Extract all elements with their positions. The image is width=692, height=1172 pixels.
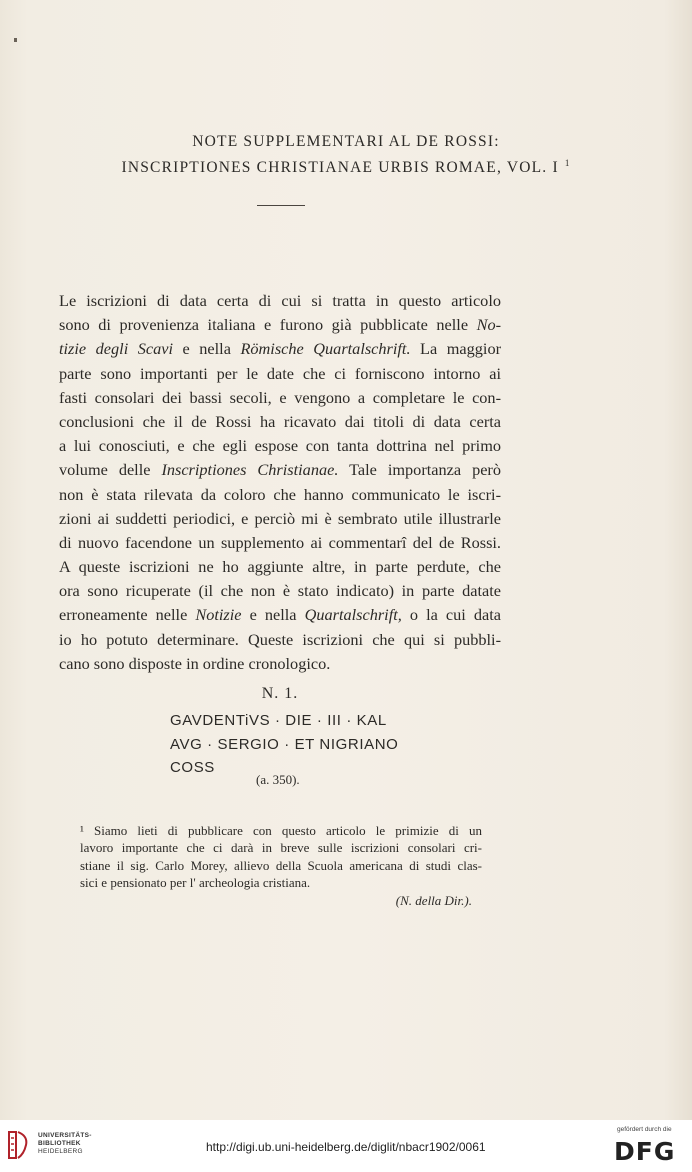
article-body xyxy=(59,289,501,676)
inscription-line-1: GAVDENTiVS · DIE · III · KAL xyxy=(170,712,387,729)
italic-title: Notizie xyxy=(195,605,242,625)
body-line: A queste iscrizioni ne ho aggiunte altre, in parte perdute, che xyxy=(59,557,501,577)
university-seal-icon xyxy=(6,1128,32,1162)
body-line: cano sono disposte in ordine cronologico. xyxy=(59,653,331,673)
viewer-footer xyxy=(0,1120,692,1172)
body-line: volume delle Inscriptiones Christianae. Tale importanza però xyxy=(59,460,501,480)
italic-title: Quartalschrift, xyxy=(304,605,402,625)
footnote-signature: (N. della Dir.). xyxy=(395,892,472,908)
library-name[interactable] xyxy=(38,1132,92,1156)
article-title-line2-text: INSCRIPTIONES CHRISTIANAE URBIS ROMAE, VOL. I xyxy=(121,159,559,177)
library-name-line2: BIBLIOTHEK xyxy=(38,1140,81,1147)
body-line: di nuovo facendone un supplemento ai commentarî del de Rossi. xyxy=(59,532,501,552)
section-number: N. 1. xyxy=(261,685,299,702)
body-line: conclusioni che il de Rossi ha ricavato dai titoli di data certa xyxy=(59,411,501,431)
body-line: ora sono ricuperate (il che non è stato indicato) in parte datate xyxy=(59,581,501,601)
footnote-marker[interactable]: 1 xyxy=(564,158,571,168)
body-line: a lui conosciuti, e che egli espose con tanta dottrina nel primo xyxy=(59,436,501,456)
footnote-line: stiane il sig. Carlo Morey, allievo della Scuola americana di studi clas- xyxy=(80,857,482,873)
library-name-line1: UNIVERSITÄTS- xyxy=(38,1132,92,1139)
body-line: zioni ai suddetti periodici, e perciò mi è sembrato utile illustrarle xyxy=(59,508,501,528)
body-line: parte sono importanti per le date che ci forniscono intorno ai xyxy=(59,363,501,383)
body-line: non è stata rilevata da coloro che hanno communicato le iscri- xyxy=(59,484,501,504)
article-title-line2 xyxy=(0,158,692,177)
body-line: sono di provenienza italiana e furono già pubblicate nelle No- xyxy=(59,315,501,335)
italic-title: Inscriptiones Christianae. xyxy=(161,460,339,480)
body-line: fasti consolari dei bassi secoli, e vengono a completare le con- xyxy=(59,387,501,407)
inscription-line-2: AVG · SERGIO · ET NIGRIANO xyxy=(170,736,399,753)
article-title-line1: NOTE SUPPLEMENTARI AL DE ROSSI: xyxy=(192,133,500,150)
dfg-logo[interactable]: DFG xyxy=(614,1137,676,1166)
title-divider xyxy=(257,205,305,206)
library-name-line3: HEIDELBERG xyxy=(38,1148,83,1155)
body-line: erroneamente nelle Notizie e nella Quartalschrift, o la cui data xyxy=(59,605,501,625)
footnote-line: ¹ Siamo lieti di pubblicare con questo articolo le primizie di un xyxy=(80,823,482,838)
italic-title: tizie degli Scavi xyxy=(59,339,173,359)
inscription-date: (a. 350). xyxy=(256,772,300,787)
body-line: io ho potuto determinare. Queste iscrizioni che qui si pubbli- xyxy=(59,629,501,649)
funded-by-label: gefördert durch die xyxy=(617,1126,672,1133)
italic-title: Römische Quartalschrift. xyxy=(240,339,411,359)
scan-mark xyxy=(14,38,17,42)
body-line: Le iscrizioni di data certa di cui si tratta in questo articolo xyxy=(59,291,501,310)
italic-title: No- xyxy=(476,315,501,335)
footnote-line: lavoro importante che ci darà in breve sulle iscrizioni consolari cri- xyxy=(80,840,482,856)
permalink-url[interactable]: http://digi.ub.uni-heidelberg.de/diglit/nbacr1902/0061 xyxy=(206,1140,486,1154)
footnote xyxy=(80,822,482,909)
body-line: tizie degli Scavi e nella Römische Quartalschrift. La maggior xyxy=(59,339,501,359)
footnote-line: sici e pensionato per l' archeologia cristiana. xyxy=(80,875,311,891)
inscription-line-3: COSS xyxy=(170,759,215,776)
